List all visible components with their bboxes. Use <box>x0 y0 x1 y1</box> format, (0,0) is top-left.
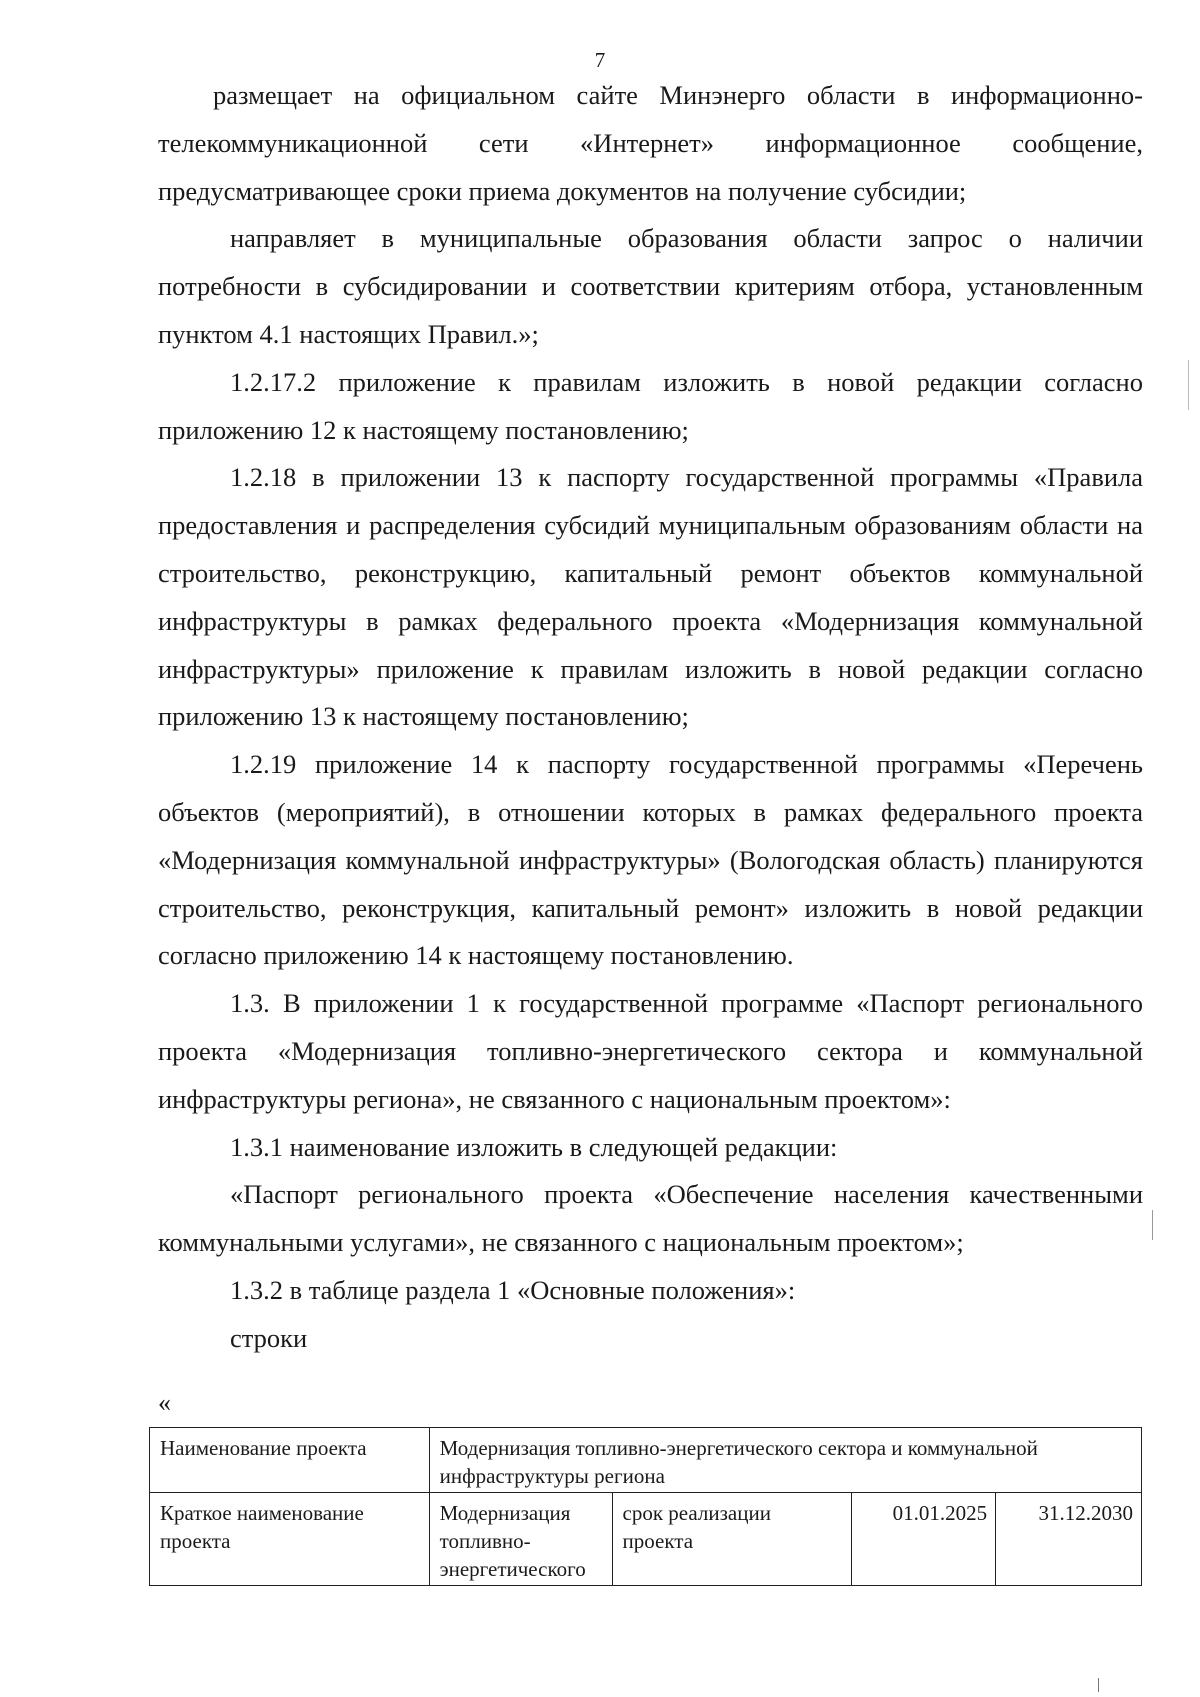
paragraph: 1.2.17.2 приложение к правилам изложить в новой редакции согласно приложению 12 к настоящему постановлению; <box>158 366 1143 445</box>
paragraph: размещает на официальном сайте Минэнерго области в информационно-телекоммуникационной сети «Интернет» информационное сообщение, предусматривающее сроки приема документов на получение субсидии; <box>158 80 1143 206</box>
end-date: 31.12.2030 <box>996 1493 1142 1586</box>
paragraph: 1.3.2 в таблице раздела 1 «Основные положения»: <box>230 1274 796 1305</box>
paragraph: «Паспорт регионального проекта «Обеспечение населения качественными коммунальными услугами», не связанного с национальным проектом»; <box>158 1179 1143 1258</box>
scan-artifact <box>1188 360 1189 410</box>
project-name-value: Модернизация топливно-энергетического сектора и коммунальной инфраструктуры региона <box>429 1428 1141 1493</box>
paragraph: 1.3. В приложении 1 к государственной программе «Паспорт регионального проекта «Модернизация топливно-энергетического сектора и коммунальной инфраструктуры региона», не связанного с национальным проектом»: <box>158 988 1143 1114</box>
project-name-label: Наименование проекта <box>150 1428 430 1493</box>
page-number: 7 <box>594 48 606 72</box>
short-name-label: Краткое наименование проекта <box>150 1493 430 1586</box>
paragraph: 1.3.1 наименование изложить в следующей редакции: <box>230 1131 838 1162</box>
short-name-value: Модернизация топливно-энергетического <box>429 1493 612 1586</box>
project-passport-table <box>149 1427 1142 1586</box>
paragraph: 1.2.18 в приложении 13 к паспорту государственной программы «Правила предоставления и распределения субсидий муниципальным образованиям области на строительство, реконструкцию, капитальный ремонт объектов коммунальной инфраструктуры в рамках федерального проекта «Модернизация коммунальной инфраструктуры» приложение к правилам изложить в новой редакции согласно приложению 13 к настоящему постановлению; <box>158 462 1143 732</box>
scan-artifact <box>1098 1678 1099 1692</box>
table-row <box>150 1493 1142 1586</box>
opening-quote: « <box>158 1388 171 1417</box>
paragraph: строки <box>230 1322 308 1353</box>
scan-artifact <box>1152 1210 1153 1240</box>
paragraph: 1.2.19 приложение 14 к паспорту государственной программы «Перечень объектов (мероприятий), в отношении которых в рамках федерального проекта «Модернизация коммунальной инфраструктуры» (Вологодская область) планируются строительство, реконструкция, капитальный ремонт» изложить в новой редакции согласно приложению 14 к настоящему постановлению. <box>158 749 1143 971</box>
paragraph: направляет в муниципальные образования области запрос о наличии потребности в субсидировании и соответствии критериям отбора, установленным пунктом 4.1 настоящих Правил.»; <box>158 223 1143 349</box>
start-date: 01.01.2025 <box>852 1493 996 1586</box>
period-label: срок реализации проекта <box>612 1493 852 1586</box>
document-body <box>158 72 1143 1363</box>
table-row <box>150 1428 1142 1493</box>
